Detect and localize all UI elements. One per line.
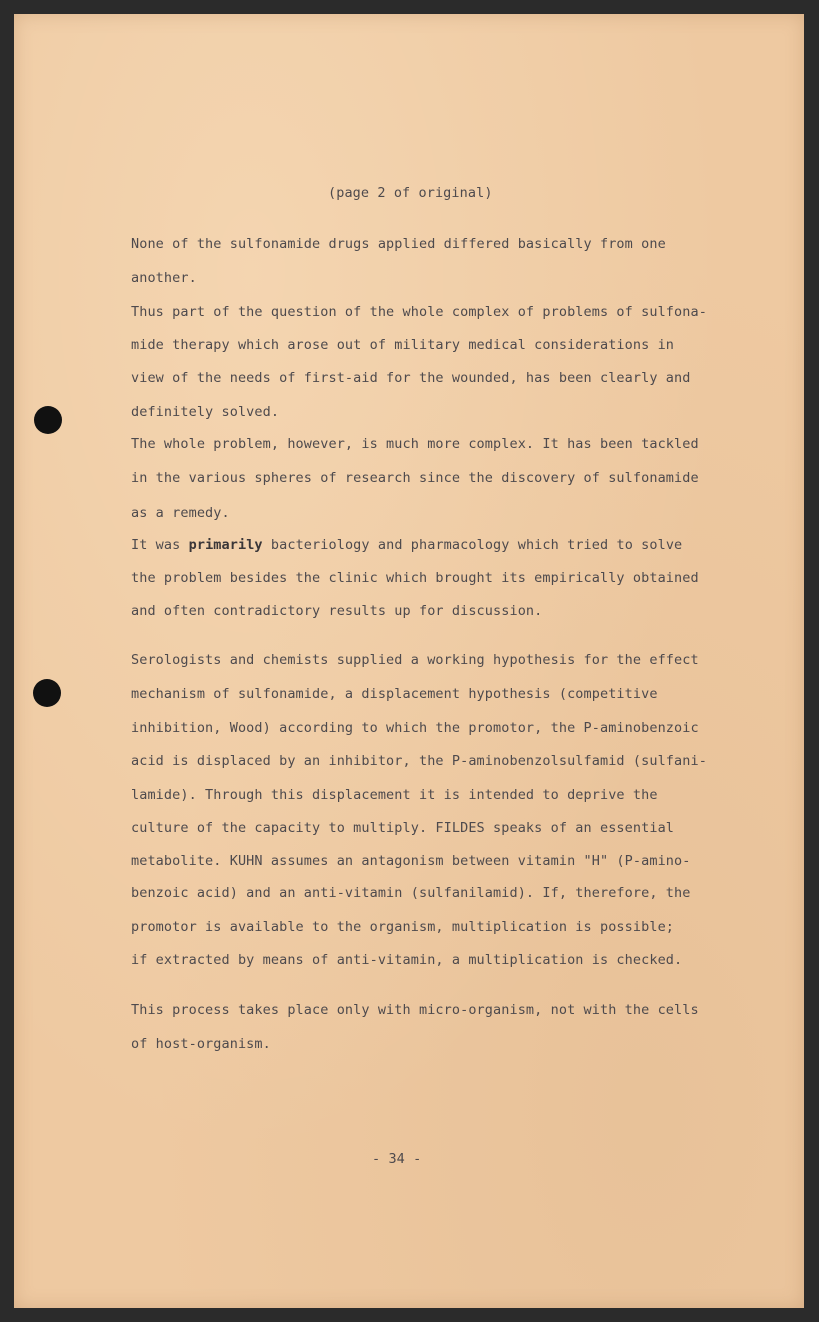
- text-line: culture of the capacity to multiply. FILDES speaks of an essential: [131, 820, 675, 836]
- text-line: This process takes place only with micro-organism, not with the cells: [131, 1002, 699, 1018]
- text-line: view of the needs of first-aid for the wounded, has been clearly and: [131, 370, 691, 386]
- text-line: benzoic acid) and an anti-vitamin (sulfanilamid). If, therefore, the: [131, 885, 691, 901]
- text-line: [131, 537, 682, 553]
- text-fragment: bacteriology and pharmacology which tried to solve: [262, 537, 683, 553]
- page-number: - 34 -: [372, 1151, 422, 1167]
- text-line: metabolite. KUHN assumes an antagonism between vitamin "H" (P-amino-: [131, 853, 691, 869]
- text-line: another.: [131, 270, 197, 286]
- text-line: Thus part of the question of the whole complex of problems of sulfona-: [131, 304, 707, 320]
- text-line: as a remedy.: [131, 505, 230, 521]
- text-line: mechanism of sulfonamide, a displacement hypothesis (competitive: [131, 686, 658, 702]
- text-line: in the various spheres of research since the discovery of sulfonamide: [131, 470, 699, 486]
- text-line: acid is displaced by an inhibitor, the P-aminobenzolsulfamid (sulfani-: [131, 753, 707, 769]
- text-line: if extracted by means of anti-vitamin, a multiplication is checked.: [131, 952, 683, 968]
- text-line: and often contradictory results up for discussion.: [131, 603, 543, 619]
- text-line: promotor is available to the organism, multiplication is possible;: [131, 919, 675, 935]
- page-header-note: (page 2 of original): [328, 185, 493, 201]
- text-line: inhibition, Wood) according to which the promotor, the P-aminobenzoic: [131, 720, 699, 736]
- text-fragment: It was: [131, 537, 181, 553]
- text-line: the problem besides the clinic which brought its empirically obtained: [131, 570, 699, 586]
- emphasized-word: primarily: [188, 537, 263, 553]
- punch-hole-bottom: [33, 679, 61, 707]
- text-line: Serologists and chemists supplied a working hypothesis for the effect: [131, 652, 699, 668]
- punch-hole-top: [34, 406, 62, 434]
- text-line: definitely solved.: [131, 404, 280, 420]
- text-line: The whole problem, however, is much more complex. It has been tackled: [131, 436, 699, 452]
- text-line: of host-organism.: [131, 1036, 271, 1052]
- text-line: None of the sulfonamide drugs applied differed basically from one: [131, 236, 666, 252]
- text-line: lamide). Through this displacement it is intended to deprive the: [131, 787, 658, 803]
- text-line: mide therapy which arose out of military medical considerations in: [131, 337, 675, 353]
